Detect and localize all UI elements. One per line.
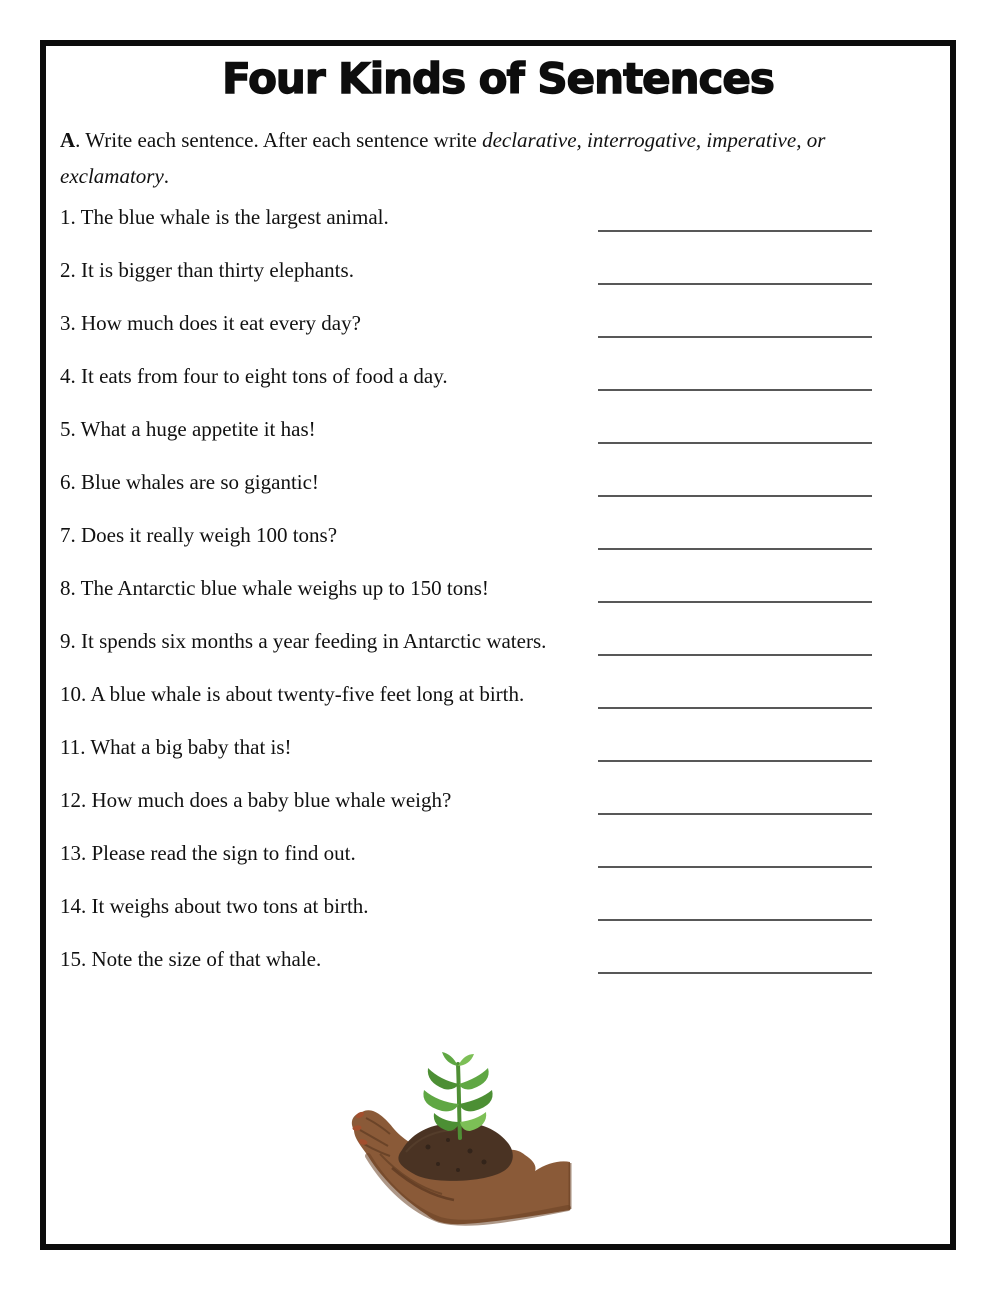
sentence-text: 9. It spends six months a year feeding in Antarctic waters. — [60, 629, 547, 653]
instructions-text: . Write each sentence. After each sentence write — [75, 128, 483, 152]
soil-mound — [398, 1123, 512, 1181]
instructions-period: . — [163, 164, 170, 188]
sentence-row — [60, 891, 872, 921]
sentence-row — [60, 679, 872, 709]
sentence-text: 6. Blue whales are so gigantic! — [60, 470, 319, 494]
instructions-section-label: A — [60, 128, 76, 152]
sentence-row — [60, 520, 872, 550]
answer-blank[interactable] — [598, 734, 872, 762]
answer-blank[interactable] — [598, 522, 872, 550]
sentence-row — [60, 467, 872, 497]
sentence-row — [60, 308, 872, 338]
answer-blank[interactable] — [598, 628, 872, 656]
sentence-row — [60, 626, 872, 656]
sentence-row — [60, 838, 872, 868]
answer-blank[interactable] — [598, 310, 872, 338]
hand-holding-seedling-illustration — [336, 1052, 580, 1240]
sentence-text: 7. Does it really weigh 100 tons? — [60, 523, 338, 547]
sentence-row — [60, 944, 872, 974]
answer-blank[interactable] — [598, 840, 872, 868]
answer-blank[interactable] — [598, 257, 872, 285]
page-title: Four Kinds of Sentences — [222, 54, 774, 103]
sentence-text: 3. How much does it eat every day? — [60, 311, 361, 335]
sentence-row — [60, 573, 872, 603]
sentence-text: 10. A blue whale is about twenty-five feet long at birth. — [60, 682, 525, 706]
sentence-row — [60, 785, 872, 815]
sentence-text: 13. Please read the sign to find out. — [60, 841, 356, 865]
instructions-sentence-types: declarative, interrogative, imperative, or exclamatory — [60, 128, 826, 188]
answer-blank[interactable] — [598, 946, 872, 974]
instructions — [60, 122, 918, 194]
answer-blank[interactable] — [598, 575, 872, 603]
sentence-text: 12. How much does a baby blue whale weigh? — [60, 788, 452, 812]
sentence-text: 15. Note the size of that whale. — [60, 947, 322, 971]
sentence-row — [60, 414, 872, 444]
sentence-list — [60, 202, 872, 997]
answer-blank[interactable] — [598, 893, 872, 921]
sentence-row — [60, 361, 872, 391]
answer-blank[interactable] — [598, 363, 872, 391]
sentence-row — [60, 732, 872, 762]
sentence-row — [60, 202, 872, 232]
sentence-text: 11. What a big baby that is! — [60, 735, 292, 759]
sentence-text: 4. It eats from four to eight tons of food a day. — [60, 364, 448, 388]
sentence-text: 8. The Antarctic blue whale weighs up to 150 tons! — [60, 576, 489, 600]
answer-blank[interactable] — [598, 204, 872, 232]
sentence-text: 2. It is bigger than thirty elephants. — [60, 258, 354, 282]
answer-blank[interactable] — [598, 681, 872, 709]
page-border — [40, 40, 956, 1250]
sentence-text: 1. The blue whale is the largest animal. — [60, 205, 389, 229]
answer-blank[interactable] — [598, 787, 872, 815]
sentence-text: 5. What a huge appetite it has! — [60, 417, 316, 441]
answer-blank[interactable] — [598, 416, 872, 444]
answer-blank[interactable] — [598, 469, 872, 497]
seedling — [423, 1052, 492, 1138]
sentence-text: 14. It weighs about two tons at birth. — [60, 894, 369, 918]
sentence-row — [60, 255, 872, 285]
